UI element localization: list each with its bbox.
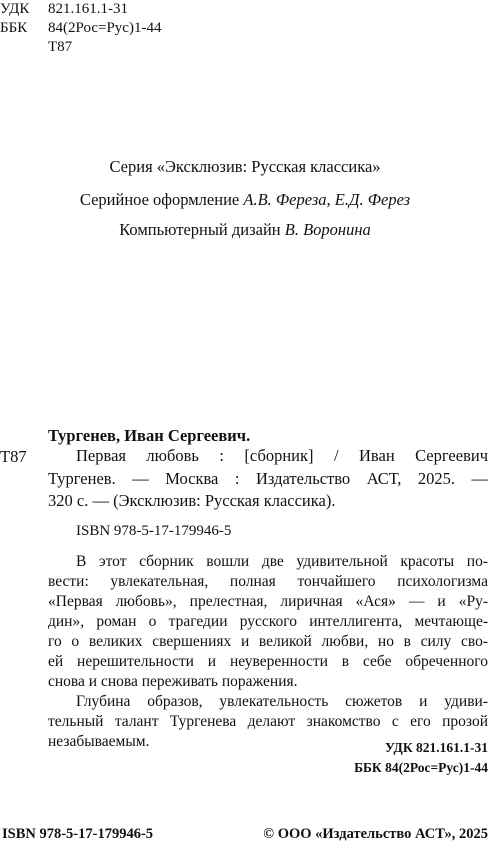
description-line: дин», роман о трагедии русского интеллигента, мечтающе- xyxy=(48,613,488,630)
description-line: Глубина образов, увлекательность сюжетов и удиви- xyxy=(76,693,488,710)
computer-label: Компьютерный дизайн xyxy=(119,220,281,239)
author-sign-top: Т87 xyxy=(48,39,73,55)
description xyxy=(48,552,488,752)
description-line: тельный талант Тургенева делают знакомство с его прозой xyxy=(48,713,488,730)
design-names: А.В. Фереза, Е.Д. Ферез xyxy=(243,190,411,209)
record-line: Тургенев. — Москва : Издательство АСТ, 2025. — xyxy=(48,468,488,488)
udk-label: УДК xyxy=(0,1,30,17)
udk-code: УДК 821.161.1-31 xyxy=(385,740,488,755)
design-line xyxy=(0,190,490,210)
description-line: ей нерешительности и неуверенности в себе обреченного xyxy=(48,653,488,670)
author-sign-margin: Т87 xyxy=(0,447,27,466)
design-label: Серийное оформление xyxy=(79,190,240,209)
series-line: Серия «Эксклюзив: Русская классика» xyxy=(109,157,381,176)
footer-isbn: ISBN 978-5-17-179946-5 xyxy=(2,826,154,842)
description-line: го о великих свершениях и великой любви, но в силу сво- xyxy=(48,633,488,650)
computer-design-line xyxy=(0,220,490,240)
description-line: В этот сборник вошли две удивительной красоты по- xyxy=(76,553,488,570)
description-line: снова и снова переживать поражения. xyxy=(48,673,298,690)
computer-name: В. Воронина xyxy=(284,220,371,239)
isbn-line: ISBN 978-5-17-179946-5 xyxy=(76,523,232,539)
footer-copyright: © ООО «Издательство АСТ», 2025 xyxy=(263,826,488,842)
record-line: 320 с. — (Эксклюзив: Русская классика). xyxy=(48,491,336,510)
bbk-value: 84(2Рос=Рус)1-44 xyxy=(48,20,162,36)
description-line: «Первая любовь», прелестная, лиричная «Ася» — и «Ру- xyxy=(48,593,488,610)
description-line: незабываемым. xyxy=(48,733,150,750)
bibliographic-record xyxy=(48,445,488,513)
bbk-label: ББК xyxy=(0,20,28,36)
udk-value: 821.161.1-31 xyxy=(48,1,128,17)
author-heading: Тургенев, Иван Сергеевич. xyxy=(48,426,251,445)
description-line: вести: увлекательная, полная тончайшего психологизма xyxy=(48,573,488,590)
bbk-code: ББК 84(2Рос=Рус)1-44 xyxy=(354,760,488,775)
record-line: Первая любовь : [сборник] / Иван Сергеевич xyxy=(76,446,488,465)
